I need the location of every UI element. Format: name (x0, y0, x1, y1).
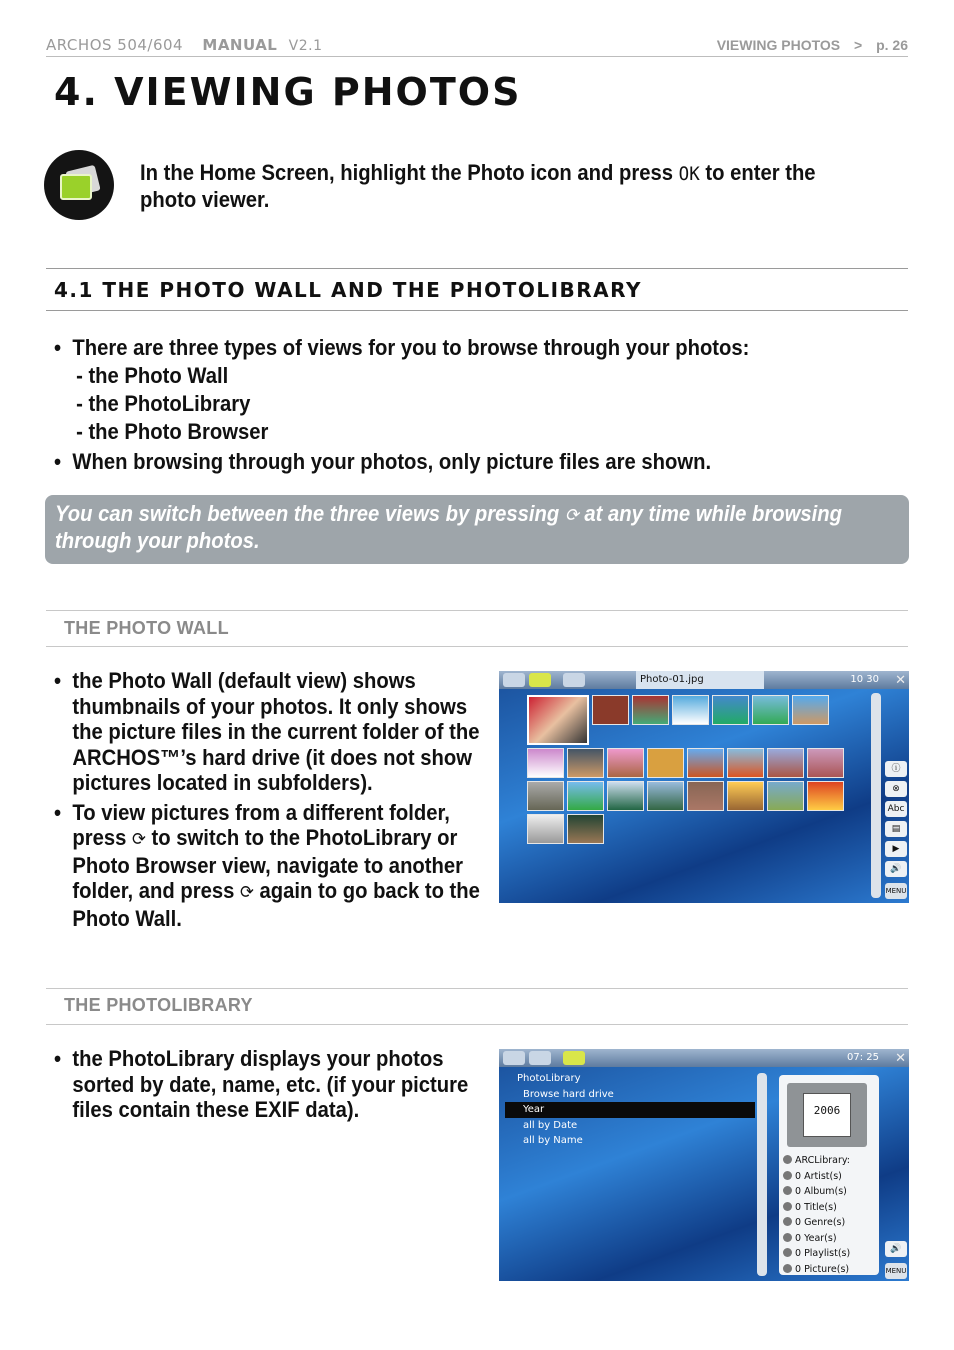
thumbnail (807, 781, 844, 811)
thumbnail (607, 781, 644, 811)
photolibrary-text (54, 1046, 486, 1127)
clock: 07: 25 (847, 1052, 879, 1063)
library-list (505, 1071, 755, 1149)
stat-row (783, 1153, 850, 1169)
folder-icon (563, 1051, 585, 1065)
menu-label: MENU (885, 887, 907, 895)
thumbnail (527, 781, 564, 811)
photo-wall-text (54, 668, 486, 935)
photo-wall-screenshot (499, 671, 909, 903)
header-separator: > (854, 37, 863, 53)
thumbnail (592, 695, 629, 725)
menu-label: MENU (885, 1267, 907, 1275)
intro-part2: to enter the photo viewer. (140, 160, 816, 212)
thumbnail (807, 748, 844, 778)
clock: 10 30 (850, 674, 879, 685)
views-list (54, 334, 845, 476)
stat-label: ARCLibrary: (795, 1155, 850, 1166)
delete-icon[interactable]: ⊗ (885, 781, 907, 797)
intro-part1: In the Home Screen, highlight the Photo icon and press (140, 160, 679, 185)
picture-icon (783, 1264, 792, 1273)
cycle-icon: ⟳ (564, 505, 579, 525)
section-title: 4.1 THE PHOTO WALL AND THE PHOTOLIBRARY (54, 278, 642, 302)
stat-label: 0 Playlist(s) (795, 1248, 851, 1259)
ok-key-label: OK (678, 163, 700, 185)
menu-button[interactable] (885, 883, 907, 899)
rename-icon[interactable] (885, 801, 907, 817)
info-icon (783, 1155, 792, 1164)
calendar-icon (787, 1083, 867, 1147)
thumbnail (632, 695, 669, 725)
thumbnail (727, 748, 764, 778)
info-icon[interactable]: ⓘ (885, 761, 907, 777)
note-part1: You can switch between the three views by pressing (55, 501, 565, 526)
list-item (54, 800, 486, 932)
thumbnail (607, 748, 644, 778)
photo-wall-bullet2b: to switch to the PhotoLibrary or Photo Browser view, navigate to another folder, and press (72, 825, 464, 903)
list-item[interactable]: all by Date (523, 1119, 578, 1131)
volume-icon[interactable]: 🔊 (885, 1241, 907, 1257)
thumbnail (767, 748, 804, 778)
header-divider (46, 56, 908, 57)
thumbnail (687, 748, 724, 778)
current-filename: Photo-01.jpg (636, 671, 764, 689)
thumbnail-grid (527, 695, 857, 844)
stat-row (783, 1262, 850, 1278)
list-item: • the Photo Wall (default view) shows thumbnails of your photos. It only shows the picture files in the current folder of the ARCHOS™’s hard drive (it does not show pictures located in subfolders). (54, 668, 486, 796)
header-section: VIEWING PHOTOS (716, 37, 841, 53)
section-top-rule (46, 268, 908, 269)
photo-wall-bullet2a: To view pictures from a different folder, press (72, 799, 450, 850)
close-icon: ✕ (895, 672, 906, 687)
library-stats (783, 1153, 850, 1277)
thumbnail (672, 695, 709, 725)
thumbnail (767, 781, 804, 811)
list-item[interactable]: all by Name (523, 1135, 583, 1146)
stat-row (783, 1169, 850, 1185)
stat-row (783, 1246, 850, 1262)
section-bottom-rule (46, 310, 908, 311)
photo-wall-top-rule (46, 610, 908, 611)
thumbnail (527, 814, 564, 844)
list-item-sub: - the Photo Wall (76, 363, 229, 388)
cycle-icon: ⟳ (132, 829, 146, 849)
rename-label: Abc (887, 804, 905, 814)
details-icon[interactable]: ▤ (885, 821, 907, 837)
list-item[interactable]: Browse hard drive (523, 1088, 614, 1100)
photo-wall-title: THE PHOTO WALL (64, 618, 229, 638)
page-header-left (46, 36, 323, 54)
stat-row (783, 1215, 850, 1231)
thumbnail (647, 781, 684, 811)
thumbnail (567, 748, 604, 778)
stat-row (783, 1184, 850, 1200)
manual-label: MANUAL (202, 36, 278, 54)
thumbnail (712, 695, 749, 725)
thumbnail (792, 695, 829, 725)
library-info-panel (779, 1075, 879, 1275)
page-header-right (717, 37, 908, 53)
close-icon: ✕ (895, 1050, 906, 1065)
stat-label: 0 Year(s) (795, 1232, 837, 1244)
grid-view-icon (529, 1051, 551, 1065)
artist-icon (783, 1171, 792, 1180)
list-item-sub: - the Photo Browser (76, 419, 269, 444)
back-icon (503, 1051, 525, 1065)
thumbnail (567, 814, 604, 844)
list-item: • There are three types of views for you to browse through your photos: (54, 334, 845, 362)
stat-row (783, 1200, 850, 1216)
title-icon (783, 1202, 792, 1211)
volume-icon[interactable]: 🔊 (885, 861, 907, 877)
stat-label: 0 Album(s) (795, 1186, 847, 1197)
tip-note (45, 495, 909, 564)
photolibrary-screenshot (499, 1049, 909, 1281)
note-part2: at any time while browsing through your photos. (55, 501, 842, 553)
scrollbar[interactable] (871, 693, 881, 898)
stat-label: 0 Picture(s) (795, 1263, 850, 1275)
stat-row (783, 1231, 850, 1247)
intro-text (140, 160, 821, 213)
photo-wall-bottom-rule (46, 646, 908, 647)
photolibrary-bottom-rule (46, 1024, 908, 1025)
album-icon (783, 1186, 792, 1195)
thumbnail (687, 781, 724, 811)
scrollbar[interactable] (757, 1073, 767, 1276)
photo-icon (44, 150, 114, 220)
cycle-icon: ⟳ (239, 882, 254, 902)
stat-label: 0 Genre(s) (795, 1217, 846, 1228)
slideshow-icon[interactable]: ▶ (885, 841, 907, 857)
list-item[interactable]: PhotoLibrary (517, 1073, 581, 1084)
thumbnail (647, 748, 684, 778)
genre-icon (783, 1217, 792, 1226)
photolibrary-top-rule (46, 988, 908, 989)
stat-label: 0 Title(s) (795, 1201, 837, 1213)
year-icon (783, 1233, 792, 1242)
thumbnail (752, 695, 789, 725)
thumbnail (567, 781, 604, 811)
photolibrary-title: THE PHOTOLIBRARY (64, 995, 253, 1015)
list-item: • When browsing through your photos, only picture files are shown. (54, 448, 845, 476)
menu-button[interactable] (885, 1263, 907, 1279)
list-item-sub: - the PhotoLibrary (76, 391, 251, 416)
thumbnail (727, 781, 764, 811)
back-icon (503, 673, 525, 687)
photo-icon-front (60, 174, 92, 200)
thumbnail (527, 748, 564, 778)
thumbnail (527, 695, 589, 745)
year-badge: 2006 (803, 1093, 851, 1137)
version-label: V2.1 (288, 38, 323, 54)
grid-view-icon (529, 673, 551, 687)
brand: ARCHOS 504/604 (46, 36, 184, 54)
page-title: 4. VIEWING PHOTOS (54, 70, 522, 114)
playlist-icon (783, 1248, 792, 1257)
list-item-selected[interactable]: Year (505, 1102, 755, 1118)
photo-wall-bullet2c: again to go back to the Photo Wall. (72, 878, 480, 931)
stat-label: 0 Artist(s) (795, 1170, 842, 1182)
list-item: • the PhotoLibrary displays your photos sorted by date, name, etc. (if your picture files contain these EXIF data). (54, 1046, 486, 1123)
page-number: p. 26 (876, 37, 908, 53)
folder-icon (563, 673, 585, 687)
